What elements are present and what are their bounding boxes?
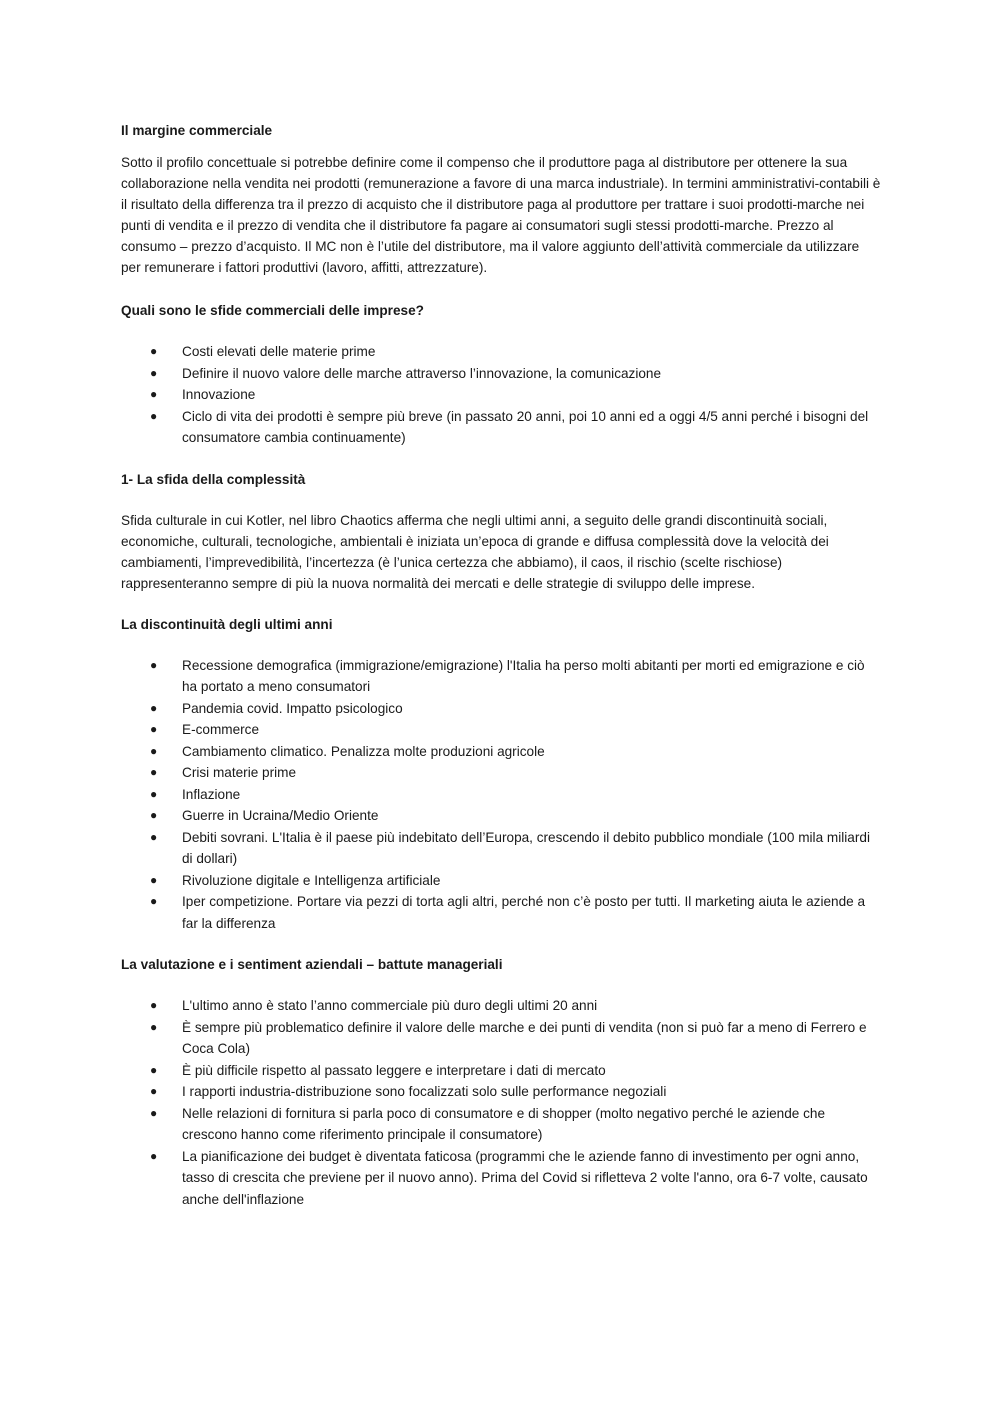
list-item bbox=[121, 870, 881, 892]
list-item bbox=[121, 1081, 881, 1103]
bullet-icon: ● bbox=[150, 829, 158, 844]
list-item-text: Crisi materie prime bbox=[182, 765, 297, 780]
list-discontinuita bbox=[121, 655, 881, 935]
list-item bbox=[121, 698, 881, 720]
list-item bbox=[121, 655, 881, 698]
bullet-icon: ● bbox=[150, 344, 158, 358]
list-item bbox=[121, 363, 881, 385]
list-item bbox=[121, 827, 881, 870]
list-item-text: Innovazione bbox=[182, 387, 256, 402]
list-item bbox=[121, 1060, 881, 1082]
list-item-text: Rivoluzione digitale e Intelligenza artificiale bbox=[182, 872, 441, 888]
bullet-icon: ● bbox=[150, 365, 158, 380]
list-item bbox=[121, 741, 881, 763]
list-item bbox=[121, 1103, 881, 1146]
list-item-text: Pandemia covid. Impatto psicologico bbox=[182, 700, 403, 716]
bullet-icon: ● bbox=[150, 722, 158, 736]
list-valutazione bbox=[121, 995, 881, 1210]
list-item-text: Cambiamento climatico. Penalizza molte produzioni agricole bbox=[182, 743, 545, 759]
list-item-text: Nelle relazioni di fornitura si parla poco di consumatore e di shopper (molto negativo perché le aziende che crescono hanno come riferimento principale il consumatore) bbox=[182, 1105, 826, 1142]
list-item-text: È sempre più problematico definire il valore delle marche e dei punti di vendita (non si può far a meno di Ferrero e Coca Cola) bbox=[182, 1019, 867, 1056]
list-item bbox=[121, 995, 881, 1017]
list-item-text: È più difficile rispetto al passato leggere e interpretare i dati di mercato bbox=[182, 1062, 606, 1078]
list-item-text: Iper competizione. Portare via pezzi di torta agli altri, perché non c’è posto per tutti. Il marketing aiuta le aziende a far la differenza bbox=[182, 894, 866, 931]
bullet-icon: ● bbox=[150, 765, 158, 779]
bullet-icon: ● bbox=[150, 657, 158, 672]
bullet-icon: ● bbox=[150, 700, 158, 715]
bullet-icon: ● bbox=[150, 786, 158, 801]
list-item-text: Costi elevati delle materie prime bbox=[182, 344, 376, 359]
list-item bbox=[121, 762, 881, 784]
bullet-icon: ● bbox=[150, 872, 158, 887]
bullet-icon: ● bbox=[150, 1019, 158, 1034]
bullet-icon: ● bbox=[150, 808, 158, 822]
list-item-text: L'ultimo anno è stato l’anno commerciale più duro degli ultimi 20 anni bbox=[182, 998, 598, 1013]
list-item bbox=[121, 719, 881, 741]
paragraph-complessita: Sfida culturale in cui Kotler, nel libro Chaotics afferma che negli ultimi anni, a seguito delle grandi discontinuità sociali, economiche, culturali, tecnologiche, ambientali è iniziata un’epoca di grande e diffusa complessità dove la velocità dei cambiamenti, l’imprevedibilità, l’incertezza (è l’unica certezza che abbiamo), il caos, il rischio (scelte rischiose) rappresenteranno sempre di più la nuova normalità dei mercati e delle strategie di sviluppo delle imprese. bbox=[121, 512, 829, 591]
list-item bbox=[121, 891, 881, 934]
list-item bbox=[121, 1146, 881, 1211]
bullet-icon: ● bbox=[150, 998, 158, 1012]
list-item bbox=[121, 384, 881, 406]
list-item bbox=[121, 341, 881, 363]
section-title-sfide: Quali sono le sfide commerciali delle imprese? bbox=[121, 303, 424, 318]
bullet-icon: ● bbox=[150, 1105, 158, 1120]
list-item bbox=[121, 1017, 881, 1060]
bullet-icon: ● bbox=[150, 1084, 158, 1098]
paragraph-margine: Sotto il profilo concettuale si potrebbe definire come il compenso che il produttore paga al distributore per ottenere la sua collaborazione nella vendita nei prodotti (remunerazione a favore di una marca industriale). In termini amministrativi-contabili è il risultato della differenza tra il prezzo di acquisto che il distributore paga al produttore per trattare i suoi prodotti-marche nei punti di vendita e il prezzo di vendita che il distributore fa pagare ai consumatori sugli stessi prodotti-marche. Prezzo al consumo – prezzo d’acquisto. Il MC non è l’utile del distributore, ma il valore aggiunto dell’attività commerciale da utilizzare per remunerare i fattori produttivi (lavoro, affitti, attrezzature). bbox=[121, 155, 881, 275]
list-item-text: Definire il nuovo valore delle marche attraverso l’innovazione, la comunicazione bbox=[182, 365, 662, 381]
list-item-text: Debiti sovrani. L'Italia è il paese più indebitato dell’Europa, crescendo il debito pubblico mondiale (100 mila miliardi di dollari) bbox=[182, 829, 870, 866]
list-sfide bbox=[121, 341, 881, 449]
list-item-text: E-commerce bbox=[182, 722, 260, 737]
bullet-icon: ● bbox=[150, 1062, 158, 1077]
list-item-text: Inflazione bbox=[182, 786, 241, 802]
list-item bbox=[121, 805, 881, 827]
bullet-icon: ● bbox=[150, 408, 158, 423]
bullet-icon: ● bbox=[150, 743, 158, 758]
list-item bbox=[121, 784, 881, 806]
section-title-complessita: 1- La sfida della complessità bbox=[121, 471, 306, 487]
bullet-icon: ● bbox=[150, 387, 158, 401]
list-item-text: I rapporti industria-distribuzione sono focalizzati solo sulle performance negoziali bbox=[182, 1084, 667, 1099]
section-title-valutazione: La valutazione e i sentiment aziendali – battute manageriali bbox=[121, 957, 503, 972]
list-item-text: Guerre in Ucraina/Medio Oriente bbox=[182, 808, 379, 823]
list-item-text: La pianificazione dei budget è diventata faticosa (programmi che le aziende fanno di investimento per ogni anno, tasso di crescita che previene per il nuovo anno). Prima del Covid si rifletteva 2 volte l'anno, ora 6-7 volte, causato anche dell'inflazione bbox=[182, 1148, 868, 1207]
bullet-icon: ● bbox=[150, 894, 158, 908]
list-item-text: Ciclo di vita dei prodotti è sempre più breve (in passato 20 anni, poi 10 anni ed a oggi 4/5 anni perché i bisogni del consumatore cambia continuamente) bbox=[182, 408, 869, 445]
section-title-margine: Il margine commerciale bbox=[121, 123, 273, 138]
list-item-text: Recessione demografica (immigrazione/emigrazione) l'Italia ha perso molti abitanti per morti ed emigrazione e ciò ha portato a meno consumatori bbox=[182, 657, 865, 694]
document-body bbox=[121, 120, 881, 1210]
section-title-discontinuita: La discontinuità degli ultimi anni bbox=[121, 616, 333, 632]
bullet-icon: ● bbox=[150, 1148, 158, 1163]
list-item bbox=[121, 406, 881, 449]
